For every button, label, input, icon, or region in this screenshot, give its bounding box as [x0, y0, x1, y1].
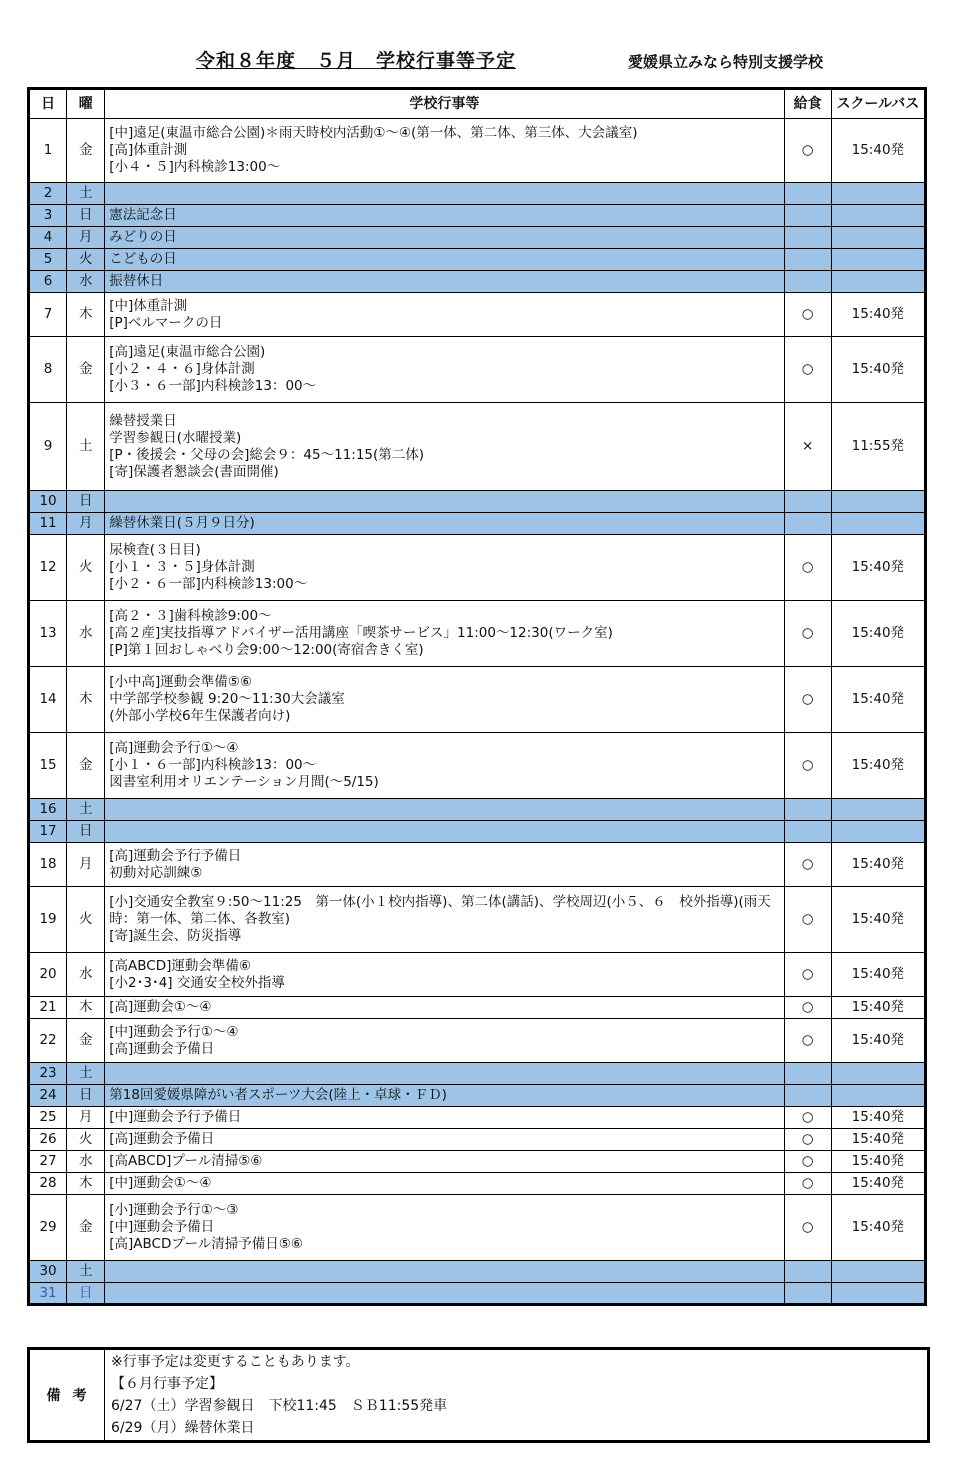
- weekday-cell: 金: [67, 1019, 105, 1063]
- lunch-cell: ○: [784, 667, 831, 733]
- table-row: [29, 491, 926, 513]
- lunch-cell-slash: [784, 227, 831, 249]
- lunch-cell-slash: [784, 1085, 831, 1107]
- events-cell: [高ABCD]プール清掃⑤⑥: [105, 1151, 784, 1173]
- bus-cell-slash: [831, 271, 925, 293]
- page-title: 令和８年度 ５月 学校行事等予定: [196, 50, 517, 72]
- lunch-cell-slash: [784, 1261, 831, 1283]
- events-cell: [105, 1063, 784, 1085]
- bus-cell-slash: [831, 491, 925, 513]
- events-cell: 繰替授業日 学習参観日(水曜授業) [P・後援会・父母の会]総会９：45～11:15(第二体) [寄]保護者懇談会(書面開催): [105, 403, 784, 491]
- lunch-cell-slash: [784, 1283, 831, 1305]
- events-cell: [高]運動会予備日: [105, 1129, 784, 1151]
- bus-cell: 15:40発: [831, 1151, 925, 1173]
- weekday-cell: 水: [67, 953, 105, 997]
- lunch-cell-slash: [784, 183, 831, 205]
- weekday-cell: 日: [67, 491, 105, 513]
- weekday-cell: 金: [67, 733, 105, 799]
- table-row: [29, 227, 926, 249]
- bus-cell: 15:40発: [831, 119, 925, 183]
- bus-cell: 15:40発: [831, 1173, 925, 1195]
- events-cell: [中]運動会①～④: [105, 1173, 784, 1195]
- table-row: [29, 997, 926, 1019]
- table-row: [29, 513, 926, 535]
- notes-label: 備考: [29, 1349, 105, 1442]
- weekday-cell: 土: [67, 403, 105, 491]
- table-row: [29, 271, 926, 293]
- day-cell: 16: [29, 799, 67, 821]
- lunch-cell: ○: [784, 887, 831, 953]
- lunch-cell: ○: [784, 1151, 831, 1173]
- table-row: [29, 1085, 926, 1107]
- lunch-cell: ○: [784, 119, 831, 183]
- table-row: [29, 887, 926, 953]
- events-cell: [中]運動会予行①～④ [高]運動会予備日: [105, 1019, 784, 1063]
- table-row: [29, 1151, 926, 1173]
- day-cell: 12: [29, 535, 67, 601]
- weekday-cell: 水: [67, 1151, 105, 1173]
- weekday-cell: 木: [67, 1173, 105, 1195]
- bus-cell: 15:40発: [831, 293, 925, 337]
- events-cell: 尿検査(３日目) [小１・３・５]身体計測 [小２・６一部]内科検診13:00～: [105, 535, 784, 601]
- lunch-cell: ○: [784, 601, 831, 667]
- bus-cell: 15:40発: [831, 1107, 925, 1129]
- day-cell: 2: [29, 183, 67, 205]
- lunch-cell: ○: [784, 1195, 831, 1261]
- events-cell: [高]運動会予行予備日 初動対応訓練⑤: [105, 843, 784, 887]
- table-row: [29, 403, 926, 491]
- lunch-cell: ○: [784, 843, 831, 887]
- events-cell: 繰替休業日(５月９日分): [105, 513, 784, 535]
- bus-cell: 15:40発: [831, 843, 925, 887]
- table-row: [29, 1107, 926, 1129]
- notes-text: ※行事予定は変更することもあります。 【６月行事予定】 6/27（土）学習参観日 下校11:45 ＳＢ11:55発車 6/29（月）繰替休業日: [105, 1349, 929, 1442]
- events-cell: 憲法記念日: [105, 205, 784, 227]
- weekday-cell: 土: [67, 1261, 105, 1283]
- table-row: [29, 1283, 926, 1305]
- weekday-cell: 木: [67, 667, 105, 733]
- lunch-cell-slash: [784, 271, 831, 293]
- events-cell: [高２・３]歯科検診9:00～ [高２産]実技指導アドバイザー活用講座「喫茶サービス」11:00～12:30(ワーク室) [P]第１回おしゃべり会9:00～12:00(寄宿舎きく室): [105, 601, 784, 667]
- table-row: [29, 1261, 926, 1283]
- events-cell: [中]体重計測 [P]ベルマークの日: [105, 293, 784, 337]
- table-row: [29, 667, 926, 733]
- table-row: [29, 1129, 926, 1151]
- day-cell: 28: [29, 1173, 67, 1195]
- day-cell: 29: [29, 1195, 67, 1261]
- weekday-cell: 月: [67, 1107, 105, 1129]
- col-day-header: 日: [29, 89, 67, 119]
- bus-cell: 15:40発: [831, 1195, 925, 1261]
- day-cell: 22: [29, 1019, 67, 1063]
- bus-cell: 15:40発: [831, 1019, 925, 1063]
- table-row: [29, 1019, 926, 1063]
- weekday-cell: 木: [67, 293, 105, 337]
- day-cell: 15: [29, 733, 67, 799]
- bus-cell: 15:40発: [831, 667, 925, 733]
- day-cell: 9: [29, 403, 67, 491]
- col-weekday-header: 曜: [67, 89, 105, 119]
- events-cell: [105, 799, 784, 821]
- bus-cell: 11:55発: [831, 403, 925, 491]
- day-cell: 7: [29, 293, 67, 337]
- col-bus-header: スクールバス: [831, 89, 925, 119]
- weekday-cell: 月: [67, 843, 105, 887]
- bus-cell-slash: [831, 227, 925, 249]
- lunch-cell-slash: [784, 821, 831, 843]
- weekday-cell: 日: [67, 205, 105, 227]
- table-row: [29, 821, 926, 843]
- table-row: [29, 293, 926, 337]
- bus-cell: 15:40発: [831, 733, 925, 799]
- events-cell: [小]交通安全教室９:50～11:25 第一体(小１校内指導)、第二体(講話)、学校周辺(小５、６ 校外指導)(雨天時：第一体、第二体、各教室) [寄]誕生会、防災指導: [105, 887, 784, 953]
- table-row: [29, 249, 926, 271]
- lunch-cell: ○: [784, 997, 831, 1019]
- weekday-cell: 金: [67, 1195, 105, 1261]
- day-cell: 10: [29, 491, 67, 513]
- table-row: [29, 953, 926, 997]
- table-row: [29, 601, 926, 667]
- lunch-cell-slash: [784, 491, 831, 513]
- table-row: [29, 337, 926, 403]
- weekday-cell: 土: [67, 183, 105, 205]
- weekday-cell: 日: [67, 821, 105, 843]
- lunch-cell: ○: [784, 337, 831, 403]
- bus-cell: 15:40発: [831, 601, 925, 667]
- weekday-cell: 火: [67, 249, 105, 271]
- weekday-cell: 木: [67, 997, 105, 1019]
- weekday-cell: 日: [67, 1283, 105, 1305]
- lunch-cell: ○: [784, 535, 831, 601]
- school-name: 愛媛県立みなら特別支援学校: [628, 53, 824, 71]
- lunch-cell: ×: [784, 403, 831, 491]
- events-cell: [小中高]運動会準備⑤⑥ 中学部学校参観 9:20～11:30大会議室 (外部小学校6年生保護者向け): [105, 667, 784, 733]
- lunch-cell-slash: [784, 249, 831, 271]
- bus-cell-slash: [831, 205, 925, 227]
- day-cell: 19: [29, 887, 67, 953]
- bus-cell-slash: [831, 249, 925, 271]
- table-row: [29, 183, 926, 205]
- lunch-cell: ○: [784, 293, 831, 337]
- events-cell: [105, 183, 784, 205]
- table-row: [29, 119, 926, 183]
- bus-cell: 15:40発: [831, 953, 925, 997]
- events-cell: みどりの日: [105, 227, 784, 249]
- col-lunch-header: 給食: [784, 89, 831, 119]
- header-row: [29, 89, 926, 119]
- day-cell: 26: [29, 1129, 67, 1151]
- lunch-cell-slash: [784, 205, 831, 227]
- events-cell: こどもの日: [105, 249, 784, 271]
- events-cell: [高ABCD]運動会準備⑥ [小2･3･4] 交通安全校外指導: [105, 953, 784, 997]
- events-cell: [105, 821, 784, 843]
- events-cell: 振替休日: [105, 271, 784, 293]
- day-cell: 17: [29, 821, 67, 843]
- lunch-cell: ○: [784, 1107, 831, 1129]
- events-cell: 第18回愛媛県障がい者スポーツ大会(陸上・卓球・ＦＤ): [105, 1085, 784, 1107]
- events-cell: [中]遠足(東温市総合公園)＊雨天時校内活動①～④(第一体、第二体、第三体、大会議室) [高]体重計測 [小４・５]内科検診13:00～: [105, 119, 784, 183]
- events-cell: [中]運動会予行予備日: [105, 1107, 784, 1129]
- day-cell: 31: [29, 1283, 67, 1305]
- day-cell: 24: [29, 1085, 67, 1107]
- day-cell: 23: [29, 1063, 67, 1085]
- lunch-cell: ○: [784, 1173, 831, 1195]
- table-row: [29, 205, 926, 227]
- weekday-cell: 土: [67, 1063, 105, 1085]
- events-cell: [105, 491, 784, 513]
- table-row: [29, 733, 926, 799]
- lunch-cell-slash: [784, 1063, 831, 1085]
- day-cell: 4: [29, 227, 67, 249]
- events-cell: [高]運動会予行①～④ [小１・６一部]内科検診13：00～ 図書室利用オリエンテーション月間(～5/15): [105, 733, 784, 799]
- day-cell: 30: [29, 1261, 67, 1283]
- day-cell: 20: [29, 953, 67, 997]
- bus-cell-slash: [831, 1063, 925, 1085]
- bus-cell-slash: [831, 1261, 925, 1283]
- table-row: [29, 1173, 926, 1195]
- weekday-cell: 金: [67, 119, 105, 183]
- weekday-cell: 火: [67, 535, 105, 601]
- weekday-cell: 水: [67, 271, 105, 293]
- weekday-cell: 火: [67, 1129, 105, 1151]
- lunch-cell: ○: [784, 1019, 831, 1063]
- bus-cell: 15:40発: [831, 337, 925, 403]
- day-cell: 13: [29, 601, 67, 667]
- table-row: [29, 1195, 926, 1261]
- day-cell: 14: [29, 667, 67, 733]
- bus-cell: 15:40発: [831, 887, 925, 953]
- notes-table: [27, 1347, 930, 1443]
- bus-cell-slash: [831, 1085, 925, 1107]
- day-cell: 5: [29, 249, 67, 271]
- day-cell: 11: [29, 513, 67, 535]
- day-cell: 1: [29, 119, 67, 183]
- lunch-cell-slash: [784, 513, 831, 535]
- bus-cell: 15:40発: [831, 535, 925, 601]
- bus-cell-slash: [831, 513, 925, 535]
- day-cell: 25: [29, 1107, 67, 1129]
- bus-cell-slash: [831, 1283, 925, 1305]
- day-cell: 27: [29, 1151, 67, 1173]
- events-cell: [105, 1261, 784, 1283]
- weekday-cell: 土: [67, 799, 105, 821]
- events-cell: [105, 1283, 784, 1305]
- day-cell: 6: [29, 271, 67, 293]
- table-row: [29, 799, 926, 821]
- day-cell: 8: [29, 337, 67, 403]
- lunch-cell: ○: [784, 1129, 831, 1151]
- day-cell: 21: [29, 997, 67, 1019]
- schedule-table: [27, 87, 927, 1306]
- col-events-header: 学校行事等: [105, 89, 784, 119]
- bus-cell: 15:40発: [831, 997, 925, 1019]
- weekday-cell: 月: [67, 513, 105, 535]
- bus-cell: 15:40発: [831, 1129, 925, 1151]
- weekday-cell: 日: [67, 1085, 105, 1107]
- weekday-cell: 火: [67, 887, 105, 953]
- bus-cell-slash: [831, 799, 925, 821]
- bus-cell-slash: [831, 183, 925, 205]
- weekday-cell: 月: [67, 227, 105, 249]
- bus-cell-slash: [831, 821, 925, 843]
- events-cell: [小]運動会予行①～③ [中]運動会予備日 [高]ABCDプール清掃予備日⑤⑥: [105, 1195, 784, 1261]
- weekday-cell: 金: [67, 337, 105, 403]
- day-cell: 18: [29, 843, 67, 887]
- table-row: [29, 535, 926, 601]
- weekday-cell: 水: [67, 601, 105, 667]
- lunch-cell: ○: [784, 953, 831, 997]
- events-cell: [高]遠足(東温市総合公園) [小２・４・６]身体計測 [小３・６一部]内科検診13：00～: [105, 337, 784, 403]
- lunch-cell-slash: [784, 799, 831, 821]
- table-row: [29, 843, 926, 887]
- lunch-cell: ○: [784, 733, 831, 799]
- events-cell: [高]運動会①～④: [105, 997, 784, 1019]
- table-row: [29, 1063, 926, 1085]
- day-cell: 3: [29, 205, 67, 227]
